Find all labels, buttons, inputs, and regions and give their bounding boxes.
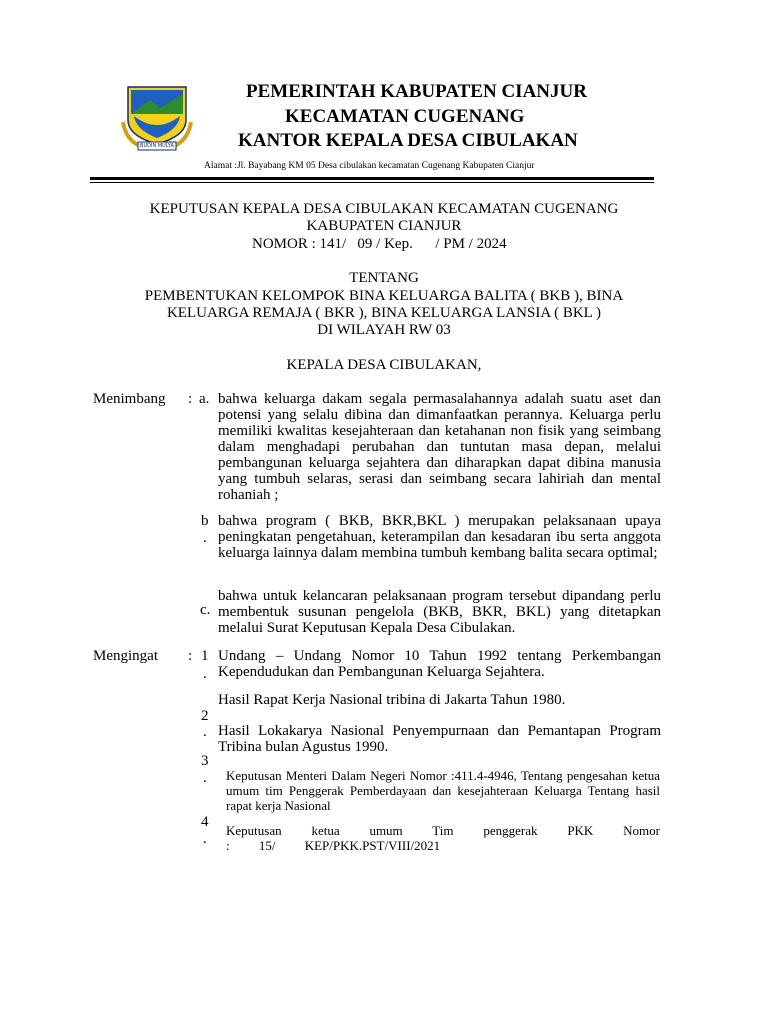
mengingat-3-dot: . bbox=[203, 770, 207, 786]
menimbang-b-marker: b bbox=[201, 513, 209, 529]
menimbang-a-text: bahwa keluarga dakam segala permasalahannya adalah suatu aset dan potensi yang selalu dibina dan dimanfaatkan perannya. Keluarga perlu memiliki kwalitas kesejahteraan dan ketahanan non fisik yang seimbang dalam menghadapi perubahan dan tuntutan masa depan, melalui pembangunan keluarga sejahtera dan diharapkan dapat dibina manusia yang tumbuh selaras, serasi dan seimbang secara lahiriah dan mental rohaniah ; bbox=[218, 391, 661, 503]
official-title: KEPALA DESA CIBULAKAN, bbox=[286, 357, 482, 373]
menimbang-b-text: bahwa program ( BKB, BKR,BKL ) merupakan pelaksanaan upaya peningkatan pengetahuan, keterampilan dan kesadaran ibu serta anggota keluarga lainnya dalam membina tumbuh kembang balita secara optimal; bbox=[218, 513, 661, 561]
mengingat-3-marker: 3 bbox=[201, 753, 209, 769]
subject-line1: PEMBENTUKAN KELOMPOK BINA KELUARGA BALITA ( BKB ), BINA bbox=[144, 288, 624, 304]
menimbang-c-text: bahwa untuk kelancaran pelaksanaan program tersebut dipandang perlu membentuk susunan pengelola (BKB, BKR, BKL) yang ditetapkan melalui Surat Keputusan Kepala Desa Cibulakan. bbox=[218, 588, 661, 636]
decree-title-line1: KEPUTUSAN KEPALA DESA CIBULAKAN KECAMATAN CUGENANG bbox=[149, 201, 619, 217]
subject-line3: DI WILAYAH RW 03 bbox=[317, 322, 451, 338]
letterhead-line1: PEMERINTAH KABUPATEN CIANJUR bbox=[246, 81, 587, 102]
mengingat-2-dot: . bbox=[203, 724, 207, 740]
mengingat-colon: : bbox=[188, 648, 193, 664]
mengingat-4-dot: . bbox=[203, 831, 207, 847]
mengingat-4-text: Keputusan Menteri Dalam Negeri Nomor :411.4-4946, Tentang pengesahan ketua umum tim Penggerak Pemberdayaan dan kesejahteraan Keluarga Tentang hasil rapat kerja Nasional bbox=[226, 768, 660, 813]
header-rule-thick bbox=[90, 177, 654, 180]
letterhead-address: Alamat :Jl. Bayabang KM 05 Desa cibulakan kecamatan Cugenang Kabupaten Cianjur bbox=[204, 161, 535, 171]
header-rule-thin bbox=[90, 182, 654, 183]
subject-line2: KELUARGA REMAJA ( BKR ), BINA KELUARGA LANSIA ( BKL ) bbox=[166, 305, 602, 321]
decree-number: NOMOR : 141/ 09 / Kep. / PM / 2024 bbox=[252, 236, 507, 252]
menimbang-a-marker: a. bbox=[199, 391, 210, 407]
decree-title-line2: KABUPATEN CIANJUR bbox=[306, 218, 462, 234]
tentang-heading: TENTANG bbox=[349, 270, 419, 286]
mengingat-2-marker: 2 bbox=[201, 708, 209, 724]
mengingat-3-text: Hasil Lokakarya Nasional Penyempurnaan dan Pemantapan Program Tribina bulan Agustus 1990. bbox=[218, 723, 661, 755]
mengingat-1-marker: 1 bbox=[201, 648, 209, 664]
mengingat-1-text: Undang – Undang Nomor 10 Tahun 1992 tentang Perkembangan Kependudukan dan Pembangunan Keluarga Sejahtera. bbox=[218, 648, 661, 680]
menimbang-label: Menimbang bbox=[93, 391, 166, 407]
menimbang-c-marker: c. bbox=[200, 602, 211, 618]
logo-motto: BUDIN MULYA bbox=[140, 143, 174, 149]
menimbang-colon: : bbox=[188, 391, 193, 407]
mengingat-label: Mengingat bbox=[93, 648, 158, 664]
mengingat-2-text: Hasil Rapat Kerja Nasional tribina di Jakarta Tahun 1980. bbox=[218, 692, 566, 708]
letterhead-line2: KECAMATAN CUGENANG bbox=[285, 106, 525, 127]
menimbang-b-marker-dot: . bbox=[203, 530, 207, 546]
regency-logo bbox=[120, 84, 194, 154]
mengingat-1-dot: . bbox=[203, 666, 207, 682]
mengingat-5-text: Keputusan ketua umum Tim penggerak PKK Nomor : 15/ KEP/PKK.PST/VIII/2021 bbox=[226, 823, 660, 853]
mengingat-4-marker: 4 bbox=[201, 814, 209, 830]
letterhead-line3: KANTOR KEPALA DESA CIBULAKAN bbox=[238, 130, 578, 151]
